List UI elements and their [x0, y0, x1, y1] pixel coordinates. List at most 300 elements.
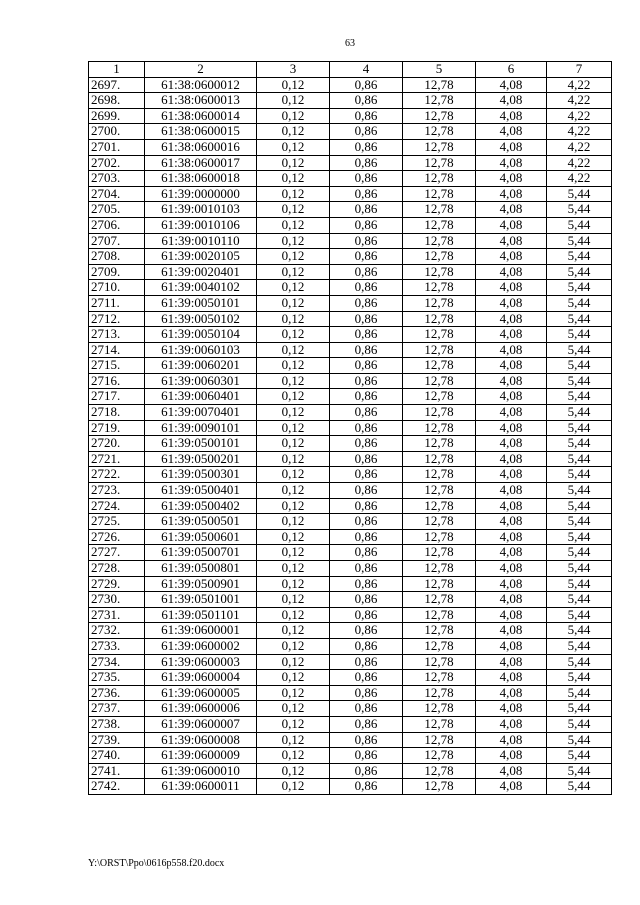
table-cell: 2726. — [89, 529, 145, 545]
column-header-5: 5 — [403, 62, 476, 78]
column-header-7: 7 — [547, 62, 612, 78]
table-cell: 5,44 — [547, 373, 612, 389]
table-cell: 61:39:0010103 — [145, 202, 257, 218]
table-cell: 12,78 — [403, 716, 476, 732]
table-cell: 0,12 — [257, 311, 330, 327]
table-cell: 12,78 — [403, 108, 476, 124]
table-row — [89, 139, 612, 155]
table-cell: 0,12 — [257, 124, 330, 140]
table-cell: 0,12 — [257, 405, 330, 421]
table-cell: 5,44 — [547, 716, 612, 732]
table-cell: 61:38:0600013 — [145, 93, 257, 109]
table-cell: 12,78 — [403, 498, 476, 514]
table-cell: 0,12 — [257, 592, 330, 608]
table-cell: 0,86 — [330, 483, 403, 499]
table-cell: 12,78 — [403, 623, 476, 639]
table-cell: 2710. — [89, 280, 145, 296]
table-cell: 61:39:0500801 — [145, 561, 257, 577]
table-cell: 12,78 — [403, 77, 476, 93]
table-cell: 12,78 — [403, 327, 476, 343]
table-cell: 5,44 — [547, 701, 612, 717]
table-cell: 4,08 — [476, 264, 547, 280]
table-cell: 12,78 — [403, 561, 476, 577]
table-cell: 4,22 — [547, 171, 612, 187]
table-cell: 0,12 — [257, 670, 330, 686]
table-cell: 61:39:0010106 — [145, 217, 257, 233]
table-cell: 0,12 — [257, 389, 330, 405]
table-cell: 0,12 — [257, 217, 330, 233]
table-cell: 0,12 — [257, 561, 330, 577]
table-row — [89, 217, 612, 233]
table-cell: 12,78 — [403, 202, 476, 218]
table-cell: 2711. — [89, 295, 145, 311]
table-cell: 2699. — [89, 108, 145, 124]
table-cell: 4,08 — [476, 451, 547, 467]
table-cell: 2721. — [89, 451, 145, 467]
table-cell: 5,44 — [547, 342, 612, 358]
table-cell: 0,12 — [257, 748, 330, 764]
table-cell: 4,22 — [547, 124, 612, 140]
table-cell: 2730. — [89, 592, 145, 608]
table-cell: 61:38:0600014 — [145, 108, 257, 124]
table-cell: 2722. — [89, 467, 145, 483]
table-cell: 12,78 — [403, 373, 476, 389]
table-cell: 0,86 — [330, 358, 403, 374]
table-cell: 5,44 — [547, 779, 612, 795]
table-cell: 5,44 — [547, 748, 612, 764]
table-cell: 61:39:0050101 — [145, 295, 257, 311]
table-cell: 4,08 — [476, 139, 547, 155]
table-cell: 5,44 — [547, 576, 612, 592]
table-cell: 5,44 — [547, 249, 612, 265]
table-row — [89, 685, 612, 701]
table-cell: 12,78 — [403, 186, 476, 202]
column-header-2: 2 — [145, 62, 257, 78]
table-cell: 4,22 — [547, 93, 612, 109]
table-row — [89, 701, 612, 717]
table-cell: 0,86 — [330, 529, 403, 545]
table-cell: 4,08 — [476, 748, 547, 764]
table-cell: 5,44 — [547, 467, 612, 483]
table-cell: 4,22 — [547, 139, 612, 155]
table-cell: 0,86 — [330, 342, 403, 358]
table-row — [89, 670, 612, 686]
table-cell: 0,86 — [330, 186, 403, 202]
table-cell: 0,86 — [330, 249, 403, 265]
table-cell: 4,08 — [476, 576, 547, 592]
table-cell: 61:38:0600012 — [145, 77, 257, 93]
table-cell: 0,12 — [257, 358, 330, 374]
table-cell: 2720. — [89, 436, 145, 452]
table-cell: 0,12 — [257, 93, 330, 109]
table-row — [89, 342, 612, 358]
table-header-row — [89, 62, 612, 78]
table-cell: 4,08 — [476, 592, 547, 608]
table-cell: 2734. — [89, 654, 145, 670]
table-cell: 4,08 — [476, 498, 547, 514]
table-cell: 5,44 — [547, 311, 612, 327]
table-cell: 5,44 — [547, 217, 612, 233]
table-cell: 4,08 — [476, 358, 547, 374]
table-cell: 2697. — [89, 77, 145, 93]
table-cell: 12,78 — [403, 436, 476, 452]
table-cell: 61:38:0600016 — [145, 139, 257, 155]
table-cell: 4,08 — [476, 280, 547, 296]
column-header-4: 4 — [330, 62, 403, 78]
table-cell: 12,78 — [403, 280, 476, 296]
table-cell: 0,86 — [330, 139, 403, 155]
table-cell: 12,78 — [403, 233, 476, 249]
table-cell: 61:39:0600007 — [145, 716, 257, 732]
table-cell: 61:39:0060201 — [145, 358, 257, 374]
table-cell: 0,86 — [330, 607, 403, 623]
table-cell: 0,12 — [257, 139, 330, 155]
table-cell: 61:39:0500402 — [145, 498, 257, 514]
table-cell: 0,86 — [330, 108, 403, 124]
table-cell: 0,86 — [330, 732, 403, 748]
table-row — [89, 171, 612, 187]
table-cell: 0,86 — [330, 545, 403, 561]
table-cell: 2715. — [89, 358, 145, 374]
table-cell: 0,12 — [257, 545, 330, 561]
table-cell: 2707. — [89, 233, 145, 249]
table-cell: 0,12 — [257, 373, 330, 389]
table-cell: 61:39:0050104 — [145, 327, 257, 343]
table-cell: 0,12 — [257, 233, 330, 249]
table-cell: 4,08 — [476, 623, 547, 639]
table-cell: 4,08 — [476, 763, 547, 779]
table-cell: 4,08 — [476, 405, 547, 421]
table-row — [89, 405, 612, 421]
table-cell: 4,08 — [476, 545, 547, 561]
table-cell: 0,12 — [257, 483, 330, 499]
table-cell: 0,12 — [257, 264, 330, 280]
table-cell: 12,78 — [403, 124, 476, 140]
table-row — [89, 654, 612, 670]
table-cell: 2732. — [89, 623, 145, 639]
table-cell: 0,86 — [330, 171, 403, 187]
table-cell: 5,44 — [547, 280, 612, 296]
table-row — [89, 186, 612, 202]
table-cell: 0,86 — [330, 93, 403, 109]
table-cell: 0,86 — [330, 716, 403, 732]
table-cell: 5,44 — [547, 514, 612, 530]
table-cell: 2712. — [89, 311, 145, 327]
table-cell: 4,08 — [476, 202, 547, 218]
table-cell: 4,08 — [476, 171, 547, 187]
table-cell: 2703. — [89, 171, 145, 187]
table-cell: 5,44 — [547, 186, 612, 202]
table-cell: 61:39:0600010 — [145, 763, 257, 779]
table-cell: 0,86 — [330, 638, 403, 654]
table-cell: 0,12 — [257, 763, 330, 779]
table-cell: 5,44 — [547, 358, 612, 374]
table-cell: 2733. — [89, 638, 145, 654]
table-cell: 2723. — [89, 483, 145, 499]
table-row — [89, 561, 612, 577]
table-cell: 4,08 — [476, 514, 547, 530]
table-cell: 0,86 — [330, 311, 403, 327]
table-cell: 12,78 — [403, 483, 476, 499]
table-cell: 2700. — [89, 124, 145, 140]
table-cell: 12,78 — [403, 389, 476, 405]
table-cell: 4,08 — [476, 327, 547, 343]
table-cell: 4,22 — [547, 108, 612, 124]
table-cell: 4,08 — [476, 342, 547, 358]
table-cell: 61:39:0500201 — [145, 451, 257, 467]
table-cell: 12,78 — [403, 763, 476, 779]
table-cell: 0,86 — [330, 701, 403, 717]
table-cell: 2706. — [89, 217, 145, 233]
table-cell: 4,08 — [476, 732, 547, 748]
table-cell: 5,44 — [547, 638, 612, 654]
table-cell: 4,08 — [476, 685, 547, 701]
table-cell: 4,08 — [476, 467, 547, 483]
table-cell: 0,12 — [257, 155, 330, 171]
table-cell: 4,08 — [476, 654, 547, 670]
table-row — [89, 623, 612, 639]
table-cell: 5,44 — [547, 561, 612, 577]
table-cell: 12,78 — [403, 155, 476, 171]
table-row — [89, 592, 612, 608]
table-cell: 2713. — [89, 327, 145, 343]
table-cell: 12,78 — [403, 685, 476, 701]
table-row — [89, 498, 612, 514]
table-cell: 0,12 — [257, 420, 330, 436]
table-row — [89, 467, 612, 483]
table-cell: 5,44 — [547, 607, 612, 623]
table-cell: 2738. — [89, 716, 145, 732]
table-cell: 12,78 — [403, 171, 476, 187]
table-cell: 61:39:0600006 — [145, 701, 257, 717]
table-cell: 5,44 — [547, 685, 612, 701]
footer-file-path: Y:\ORST\Ppo\0616p558.f20.docx — [88, 858, 225, 869]
table-cell: 0,86 — [330, 264, 403, 280]
table-cell: 0,86 — [330, 233, 403, 249]
table-row — [89, 280, 612, 296]
table-cell: 0,86 — [330, 498, 403, 514]
table-cell: 0,86 — [330, 295, 403, 311]
table-cell: 4,08 — [476, 93, 547, 109]
table-row — [89, 264, 612, 280]
column-header-3: 3 — [257, 62, 330, 78]
table-cell: 0,86 — [330, 779, 403, 795]
table-cell: 0,12 — [257, 202, 330, 218]
table-cell: 2737. — [89, 701, 145, 717]
table-cell: 4,08 — [476, 233, 547, 249]
table-cell: 12,78 — [403, 139, 476, 155]
table-cell: 4,08 — [476, 716, 547, 732]
table-cell: 12,78 — [403, 732, 476, 748]
table-cell: 61:39:0020401 — [145, 264, 257, 280]
table-cell: 4,22 — [547, 77, 612, 93]
table-cell: 4,08 — [476, 561, 547, 577]
table-row — [89, 327, 612, 343]
table-cell: 0,86 — [330, 280, 403, 296]
table-cell: 61:39:0500701 — [145, 545, 257, 561]
table-cell: 0,86 — [330, 748, 403, 764]
table-cell: 2728. — [89, 561, 145, 577]
table-row — [89, 389, 612, 405]
table-cell: 12,78 — [403, 405, 476, 421]
table-cell: 0,12 — [257, 576, 330, 592]
column-header-1: 1 — [89, 62, 145, 78]
table-cell: 2739. — [89, 732, 145, 748]
table-cell: 5,44 — [547, 451, 612, 467]
table-cell: 61:39:0070401 — [145, 405, 257, 421]
table-cell: 2717. — [89, 389, 145, 405]
table-cell: 0,12 — [257, 701, 330, 717]
table-row — [89, 202, 612, 218]
table-cell: 61:39:0500901 — [145, 576, 257, 592]
table-cell: 4,08 — [476, 436, 547, 452]
table-cell: 0,86 — [330, 77, 403, 93]
table-cell: 61:39:0500101 — [145, 436, 257, 452]
table-cell: 4,08 — [476, 638, 547, 654]
table-cell: 2705. — [89, 202, 145, 218]
table-row — [89, 529, 612, 545]
table-cell: 5,44 — [547, 202, 612, 218]
table-cell: 5,44 — [547, 498, 612, 514]
table-row — [89, 108, 612, 124]
table-cell: 5,44 — [547, 295, 612, 311]
table-row — [89, 311, 612, 327]
table-cell: 0,12 — [257, 280, 330, 296]
table-body — [89, 77, 612, 794]
table-cell: 12,78 — [403, 264, 476, 280]
table-cell: 4,08 — [476, 701, 547, 717]
table-cell: 12,78 — [403, 592, 476, 608]
table-cell: 12,78 — [403, 217, 476, 233]
table-cell: 12,78 — [403, 342, 476, 358]
table-row — [89, 436, 612, 452]
table-cell: 12,78 — [403, 311, 476, 327]
table-row — [89, 763, 612, 779]
table-cell: 4,08 — [476, 155, 547, 171]
table-cell: 2714. — [89, 342, 145, 358]
table-cell: 0,12 — [257, 451, 330, 467]
table-cell: 5,44 — [547, 545, 612, 561]
table-row — [89, 607, 612, 623]
table-row — [89, 576, 612, 592]
table-cell: 0,12 — [257, 186, 330, 202]
table-cell: 0,12 — [257, 716, 330, 732]
table-cell: 61:39:0501101 — [145, 607, 257, 623]
table-cell: 0,86 — [330, 467, 403, 483]
table-cell: 2729. — [89, 576, 145, 592]
table-cell: 2702. — [89, 155, 145, 171]
table-cell: 2725. — [89, 514, 145, 530]
table-row — [89, 373, 612, 389]
table-row — [89, 748, 612, 764]
table-row — [89, 514, 612, 530]
table-cell: 5,44 — [547, 670, 612, 686]
table-cell: 2727. — [89, 545, 145, 561]
table-cell: 0,86 — [330, 670, 403, 686]
table-cell: 61:39:0040102 — [145, 280, 257, 296]
table-cell: 0,12 — [257, 638, 330, 654]
table-cell: 0,12 — [257, 732, 330, 748]
table-cell: 0,86 — [330, 561, 403, 577]
table-cell: 0,86 — [330, 451, 403, 467]
table-cell: 61:39:0060401 — [145, 389, 257, 405]
table-cell: 2724. — [89, 498, 145, 514]
table-cell: 61:38:0600015 — [145, 124, 257, 140]
table-cell: 2719. — [89, 420, 145, 436]
table-cell: 5,44 — [547, 420, 612, 436]
data-table — [88, 61, 612, 795]
table-cell: 0,86 — [330, 389, 403, 405]
table-cell: 0,86 — [330, 592, 403, 608]
table-cell: 2718. — [89, 405, 145, 421]
table-cell: 0,86 — [330, 405, 403, 421]
table-cell: 12,78 — [403, 93, 476, 109]
table-row — [89, 545, 612, 561]
table-cell: 4,08 — [476, 483, 547, 499]
table-cell: 0,12 — [257, 779, 330, 795]
table-cell: 0,12 — [257, 342, 330, 358]
table-cell: 61:39:0600005 — [145, 685, 257, 701]
table-cell: 12,78 — [403, 467, 476, 483]
table-cell: 61:38:0600018 — [145, 171, 257, 187]
table-cell: 5,44 — [547, 264, 612, 280]
table-cell: 4,08 — [476, 295, 547, 311]
table-cell: 5,44 — [547, 436, 612, 452]
table-cell: 5,44 — [547, 233, 612, 249]
table-cell: 61:39:0500401 — [145, 483, 257, 499]
table-cell: 0,86 — [330, 576, 403, 592]
table-cell: 12,78 — [403, 545, 476, 561]
table-cell: 4,08 — [476, 311, 547, 327]
table-cell: 61:39:0010110 — [145, 233, 257, 249]
table-cell: 0,86 — [330, 327, 403, 343]
table-cell: 12,78 — [403, 607, 476, 623]
table-cell: 0,12 — [257, 514, 330, 530]
table-cell: 0,12 — [257, 529, 330, 545]
table-cell: 61:39:0600011 — [145, 779, 257, 795]
table-cell: 0,86 — [330, 623, 403, 639]
table-cell: 2741. — [89, 763, 145, 779]
table-cell: 0,86 — [330, 202, 403, 218]
table-row — [89, 483, 612, 499]
table-cell: 12,78 — [403, 670, 476, 686]
table-cell: 4,08 — [476, 607, 547, 623]
table-cell: 5,44 — [547, 654, 612, 670]
table-row — [89, 155, 612, 171]
table-cell: 5,44 — [547, 389, 612, 405]
table-cell: 61:39:0600003 — [145, 654, 257, 670]
table-cell: 0,12 — [257, 623, 330, 639]
table-cell: 61:39:0050102 — [145, 311, 257, 327]
table-cell: 61:39:0600001 — [145, 623, 257, 639]
table-cell: 0,86 — [330, 654, 403, 670]
table-cell: 12,78 — [403, 654, 476, 670]
table-cell: 61:39:0060301 — [145, 373, 257, 389]
table-cell: 12,78 — [403, 358, 476, 374]
page-number: 63 — [345, 38, 355, 49]
table-cell: 0,12 — [257, 327, 330, 343]
table-cell: 12,78 — [403, 295, 476, 311]
table-cell: 12,78 — [403, 529, 476, 545]
table-row — [89, 779, 612, 795]
table-row — [89, 295, 612, 311]
table-cell: 0,86 — [330, 436, 403, 452]
table-cell: 61:38:0600017 — [145, 155, 257, 171]
table-cell: 0,86 — [330, 155, 403, 171]
table-cell: 2708. — [89, 249, 145, 265]
table-row — [89, 451, 612, 467]
table-cell: 5,44 — [547, 529, 612, 545]
